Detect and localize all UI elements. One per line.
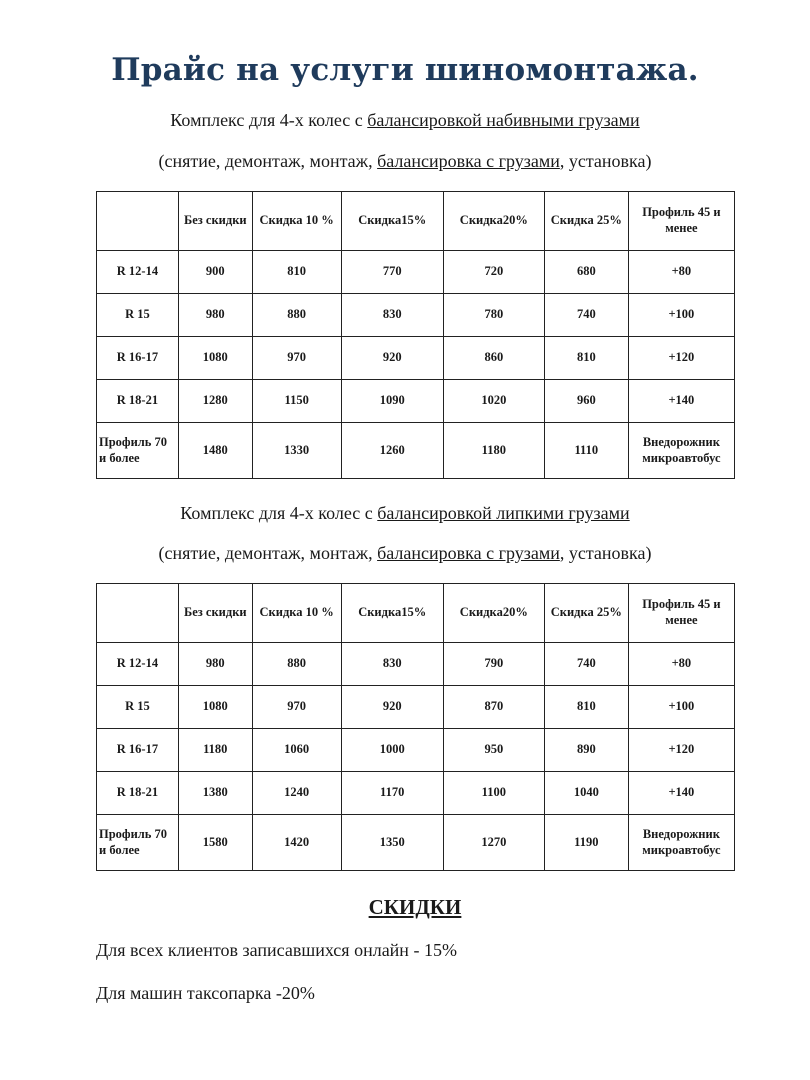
table-cell: 860 [443, 337, 544, 380]
table-cell: 830 [341, 643, 443, 686]
header-cell: Скидка20% [443, 584, 544, 643]
table-cell: 1100 [443, 772, 544, 815]
section-2-note [0, 543, 810, 564]
table-cell: +140 [628, 772, 734, 815]
table-cell: 1280 [178, 380, 252, 423]
table-cell: 1580 [178, 815, 252, 871]
table-header-row [97, 584, 735, 643]
table-cell: 880 [252, 294, 341, 337]
header-cell: Скидка15% [341, 584, 443, 643]
table-cell: Внедорожник микроавтобус [628, 815, 734, 871]
table-cell: 920 [341, 686, 443, 729]
table-cell: 1180 [443, 423, 544, 479]
table-cell: 950 [443, 729, 544, 772]
discounts-title: СКИДКИ [368, 895, 462, 919]
table-row [97, 643, 735, 686]
row-label: R 12-14 [97, 251, 179, 294]
header-cell [97, 584, 179, 643]
table-cell: 1000 [341, 729, 443, 772]
page-title: Прайс на услуги шиномонтажа. [111, 52, 699, 88]
section-1-note [0, 151, 810, 172]
table-cell: 790 [443, 643, 544, 686]
table-cell: +140 [628, 380, 734, 423]
table-header-row [97, 192, 735, 251]
header-cell: Скидка 25% [544, 192, 628, 251]
table-cell: 1020 [443, 380, 544, 423]
header-cell: Скидка 10 % [252, 192, 341, 251]
table-cell: 1170 [341, 772, 443, 815]
header-cell: Профиль 45 и менее [628, 584, 734, 643]
table-cell: 1060 [252, 729, 341, 772]
table-cell: 1380 [178, 772, 252, 815]
table-cell: 720 [443, 251, 544, 294]
table-cell: 810 [544, 686, 628, 729]
table-cell: 970 [252, 337, 341, 380]
row-label: R 18-21 [97, 380, 179, 423]
row-label: R 15 [97, 294, 179, 337]
table-cell: 740 [544, 643, 628, 686]
section-1-heading-prefix: Комплекс для 4-х колес с [170, 110, 368, 130]
row-label: Профиль 70 и более [97, 423, 179, 479]
table-cell: 1190 [544, 815, 628, 871]
row-label: R 16-17 [97, 337, 179, 380]
table-row [97, 251, 735, 294]
table-row [97, 772, 735, 815]
section-1-note-suffix: , установка) [559, 151, 652, 171]
header-cell: Без скидки [178, 192, 252, 251]
section-1-heading [0, 110, 810, 131]
section-2-heading-prefix: Комплекс для 4-х колес с [180, 503, 378, 523]
table-cell: 740 [544, 294, 628, 337]
header-cell: Скидка 25% [544, 584, 628, 643]
table-cell: 870 [443, 686, 544, 729]
table-cell: +100 [628, 294, 734, 337]
table-cell: 1240 [252, 772, 341, 815]
section-1-note-prefix: (снятие, демонтаж, монтаж, [158, 151, 378, 171]
table-cell: +120 [628, 337, 734, 380]
section-2-heading-link: балансировкой липкими грузами [377, 503, 630, 523]
table-cell: 1480 [178, 423, 252, 479]
price-table-1 [96, 191, 735, 479]
row-label: R 12-14 [97, 643, 179, 686]
table-row [97, 423, 735, 479]
table-cell: +100 [628, 686, 734, 729]
header-cell: Скидка15% [341, 192, 443, 251]
table-cell: 1270 [443, 815, 544, 871]
table-cell: 1350 [341, 815, 443, 871]
table-row [97, 815, 735, 871]
table-row [97, 729, 735, 772]
section-2-heading [0, 503, 810, 524]
table-cell: 1110 [544, 423, 628, 479]
table-cell: Внедорожник микроавтобус [628, 423, 734, 479]
header-cell: Скидка 10 % [252, 584, 341, 643]
table-cell: 1080 [178, 337, 252, 380]
table-cell: +120 [628, 729, 734, 772]
table-cell: 970 [252, 686, 341, 729]
discount-item-online: Для всех клиентов записавшихся онлайн - 15% [96, 940, 457, 960]
price-table-2 [96, 583, 735, 871]
table-cell: 680 [544, 251, 628, 294]
table-cell: 900 [178, 251, 252, 294]
section-2-note-link: балансировка с грузами [377, 543, 560, 563]
section-1-note-link: балансировка с грузами [377, 151, 560, 171]
table-cell: 1080 [178, 686, 252, 729]
table-cell: 810 [544, 337, 628, 380]
table-cell: 810 [252, 251, 341, 294]
table-cell: 830 [341, 294, 443, 337]
row-label: Профиль 70 и более [97, 815, 179, 871]
table-cell: 1260 [341, 423, 443, 479]
table-row [97, 380, 735, 423]
table-cell: 1090 [341, 380, 443, 423]
header-cell: Без скидки [178, 584, 252, 643]
section-2-note-prefix: (снятие, демонтаж, монтаж, [158, 543, 378, 563]
table-cell: +80 [628, 251, 734, 294]
table-cell: 960 [544, 380, 628, 423]
header-cell [97, 192, 179, 251]
table-cell: 890 [544, 729, 628, 772]
table-cell: 1040 [544, 772, 628, 815]
row-label: R 16-17 [97, 729, 179, 772]
table-row [97, 686, 735, 729]
section-2-note-suffix: , установка) [559, 543, 652, 563]
table-cell: 980 [178, 294, 252, 337]
header-cell: Скидка20% [443, 192, 544, 251]
table-cell: 920 [341, 337, 443, 380]
row-label: R 18-21 [97, 772, 179, 815]
table-row [97, 294, 735, 337]
table-cell: 880 [252, 643, 341, 686]
discount-item-taxi: Для машин таксопарка -20% [96, 983, 315, 1003]
table-cell: 770 [341, 251, 443, 294]
table-cell: 980 [178, 643, 252, 686]
table-cell: 1150 [252, 380, 341, 423]
table-cell: 1180 [178, 729, 252, 772]
table-cell: 1420 [252, 815, 341, 871]
section-1-heading-link: балансировкой набивными грузами [367, 110, 640, 130]
table-cell: +80 [628, 643, 734, 686]
row-label: R 15 [97, 686, 179, 729]
table-cell: 1330 [252, 423, 341, 479]
table-row [97, 337, 735, 380]
table-cell: 780 [443, 294, 544, 337]
header-cell: Профиль 45 и менее [628, 192, 734, 251]
